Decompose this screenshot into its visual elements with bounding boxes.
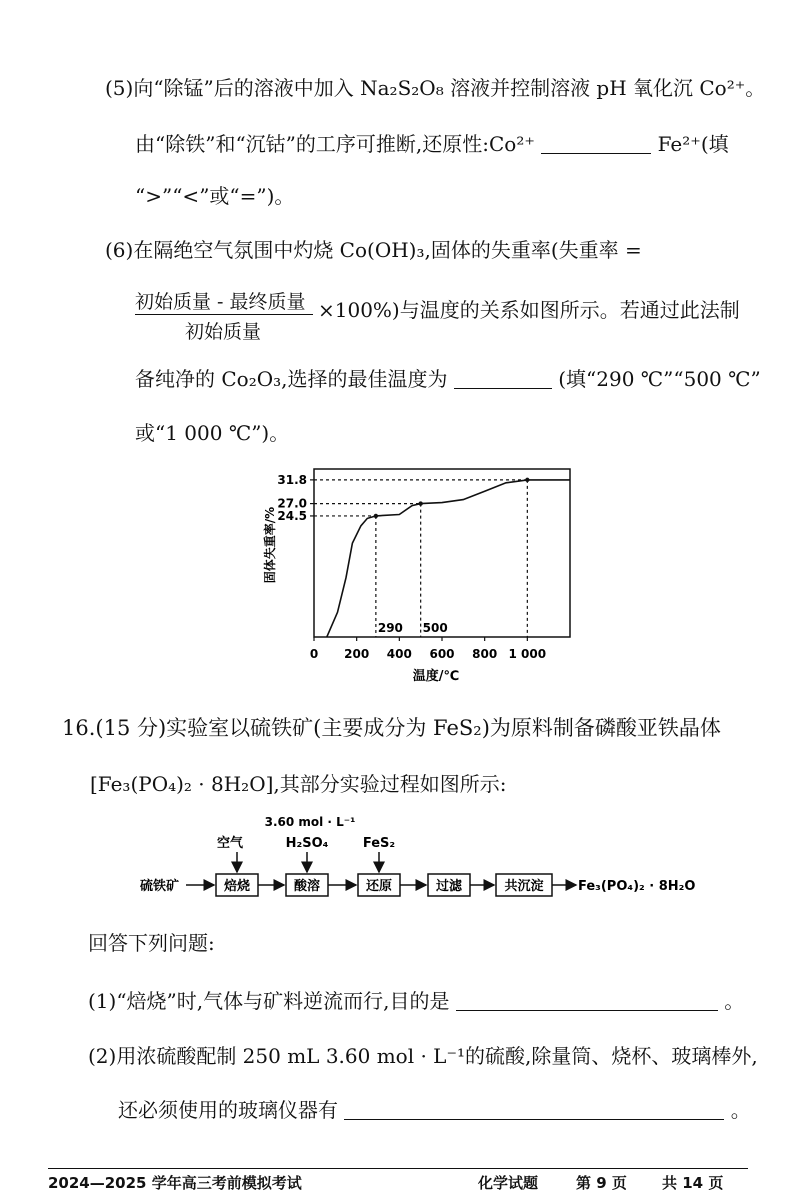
q15-part5-line1: (5)向“除锰”后的溶液中加入 Na₂S₂O₈ 溶液并控制溶液 pH 氧化沉 Co²⁺。	[105, 76, 766, 100]
chart-point-1	[418, 501, 422, 505]
flow-step-acid: 酸溶	[293, 879, 321, 894]
flow-input-air: 空气	[216, 836, 244, 851]
answer-blank-best-temperature[interactable]	[454, 368, 552, 389]
answer-blank-counterflow-purpose[interactable]	[456, 990, 718, 1011]
fraction-numerator: 初始质量 - 最终质量	[135, 291, 306, 313]
chart-xtick-label-1: 200	[344, 647, 370, 661]
chart-y-axis-label: 固体失重率/%	[263, 506, 277, 584]
page-footer	[48, 1168, 748, 1194]
q15-part5-text-b: Fe²⁺(填	[657, 132, 729, 156]
chart-plot-frame	[314, 469, 570, 637]
q15-part5-line2	[135, 131, 729, 157]
chart-xtick-label-2: 400	[386, 647, 412, 661]
q15-part6-line4: 或“1 000 ℃”)。	[135, 421, 290, 445]
q15-part6-line2: ×100%)与温度的关系如图所示。若通过此法制	[318, 298, 740, 322]
fraction-bar	[135, 314, 313, 315]
q16-part2-line2	[118, 1097, 751, 1123]
q16-part2-text: 还必须使用的玻璃仪器有	[118, 1098, 338, 1122]
flow-input-acid: H₂SO₄	[285, 836, 329, 851]
chart-point-2	[525, 478, 529, 482]
q15-part6-text-a: 备纯净的 Co₂O₃,选择的最佳温度为	[135, 367, 448, 391]
flow-input-reductant: FeS₂	[362, 836, 396, 851]
chart-point-0	[374, 514, 378, 518]
q15-part5-line3: “>”“<”或“=”)。	[135, 184, 295, 208]
q16-part2-line1: (2)用浓硫酸配制 250 mL 3.60 mol · L⁻¹的硫酸,除量筒、烧杯、玻璃棒外,	[88, 1044, 758, 1068]
flow-step-roast: 焙烧	[223, 879, 251, 894]
mass-loss-chart	[258, 463, 618, 688]
q15-part6-line3	[135, 366, 761, 392]
q16-line2: [Fe₃(PO₄)₂ · 8H₂O],其部分实验过程如图所示:	[90, 772, 507, 796]
q15-part5-text-a: 由“除铁”和“沉钴”的工序可推断,还原性:Co²⁺	[135, 132, 535, 156]
flow-step-reduce: 还原	[365, 879, 393, 894]
footer-total-pages: 共 14 页	[662, 1174, 724, 1192]
footer-exam-title: 2024—2025 学年高三考前模拟考试	[48, 1174, 302, 1192]
q16-part2-period: 。	[730, 1098, 751, 1122]
process-flowchart	[130, 812, 730, 917]
fraction-denominator: 初始质量	[185, 321, 262, 343]
q15-part6-text-b: (填“290 ℃”“500 ℃”	[558, 367, 761, 391]
answer-blank-glassware[interactable]	[344, 1099, 724, 1120]
chart-xtick-label-3: 600	[429, 647, 455, 661]
chart-xtick-label-4: 800	[472, 647, 498, 661]
chart-xtick-label-0: 0	[309, 647, 319, 661]
q16-answer-intro: 回答下列问题:	[88, 931, 215, 955]
chart-ytick-label-1: 27.0	[277, 496, 307, 511]
chart-ytick-label-0: 24.5	[277, 508, 307, 523]
answer-blank-reducibility[interactable]	[541, 133, 651, 154]
flow-start-label: 硫铁矿	[140, 879, 180, 894]
flow-step-coprecip: 共沉淀	[504, 879, 544, 894]
q15-part6-line1: (6)在隔绝空气氛围中灼烧 Co(OH)₃,固体的失重率(失重率 =	[105, 238, 642, 262]
chart-annotation-500: 500	[422, 621, 448, 635]
footer-page-number: 第 9 页	[576, 1174, 627, 1192]
q16-part1-text: (1)“焙烧”时,气体与矿料逆流而行,目的是	[88, 989, 450, 1013]
flow-step-filter: 过滤	[435, 879, 463, 894]
chart-xtick-label-5: 1 000	[508, 647, 547, 661]
chart-annotation-290: 290	[377, 621, 403, 635]
flow-input-acid-concentration: 3.60 mol · L⁻¹	[264, 815, 356, 829]
footer-subject: 化学试题	[478, 1174, 539, 1192]
chart-x-axis-label: 温度/℃	[412, 669, 460, 684]
flow-end-product: Fe₃(PO₄)₂ · 8H₂O	[578, 879, 696, 894]
q16-line1: 16.(15 分)实验室以硫铁矿(主要成分为 FeS₂)为原料制备磷酸亚铁晶体	[62, 716, 721, 740]
q16-part1-period: 。	[724, 989, 745, 1013]
chart-ytick-label-2: 31.8	[277, 472, 307, 487]
q16-part1-line	[88, 988, 744, 1014]
